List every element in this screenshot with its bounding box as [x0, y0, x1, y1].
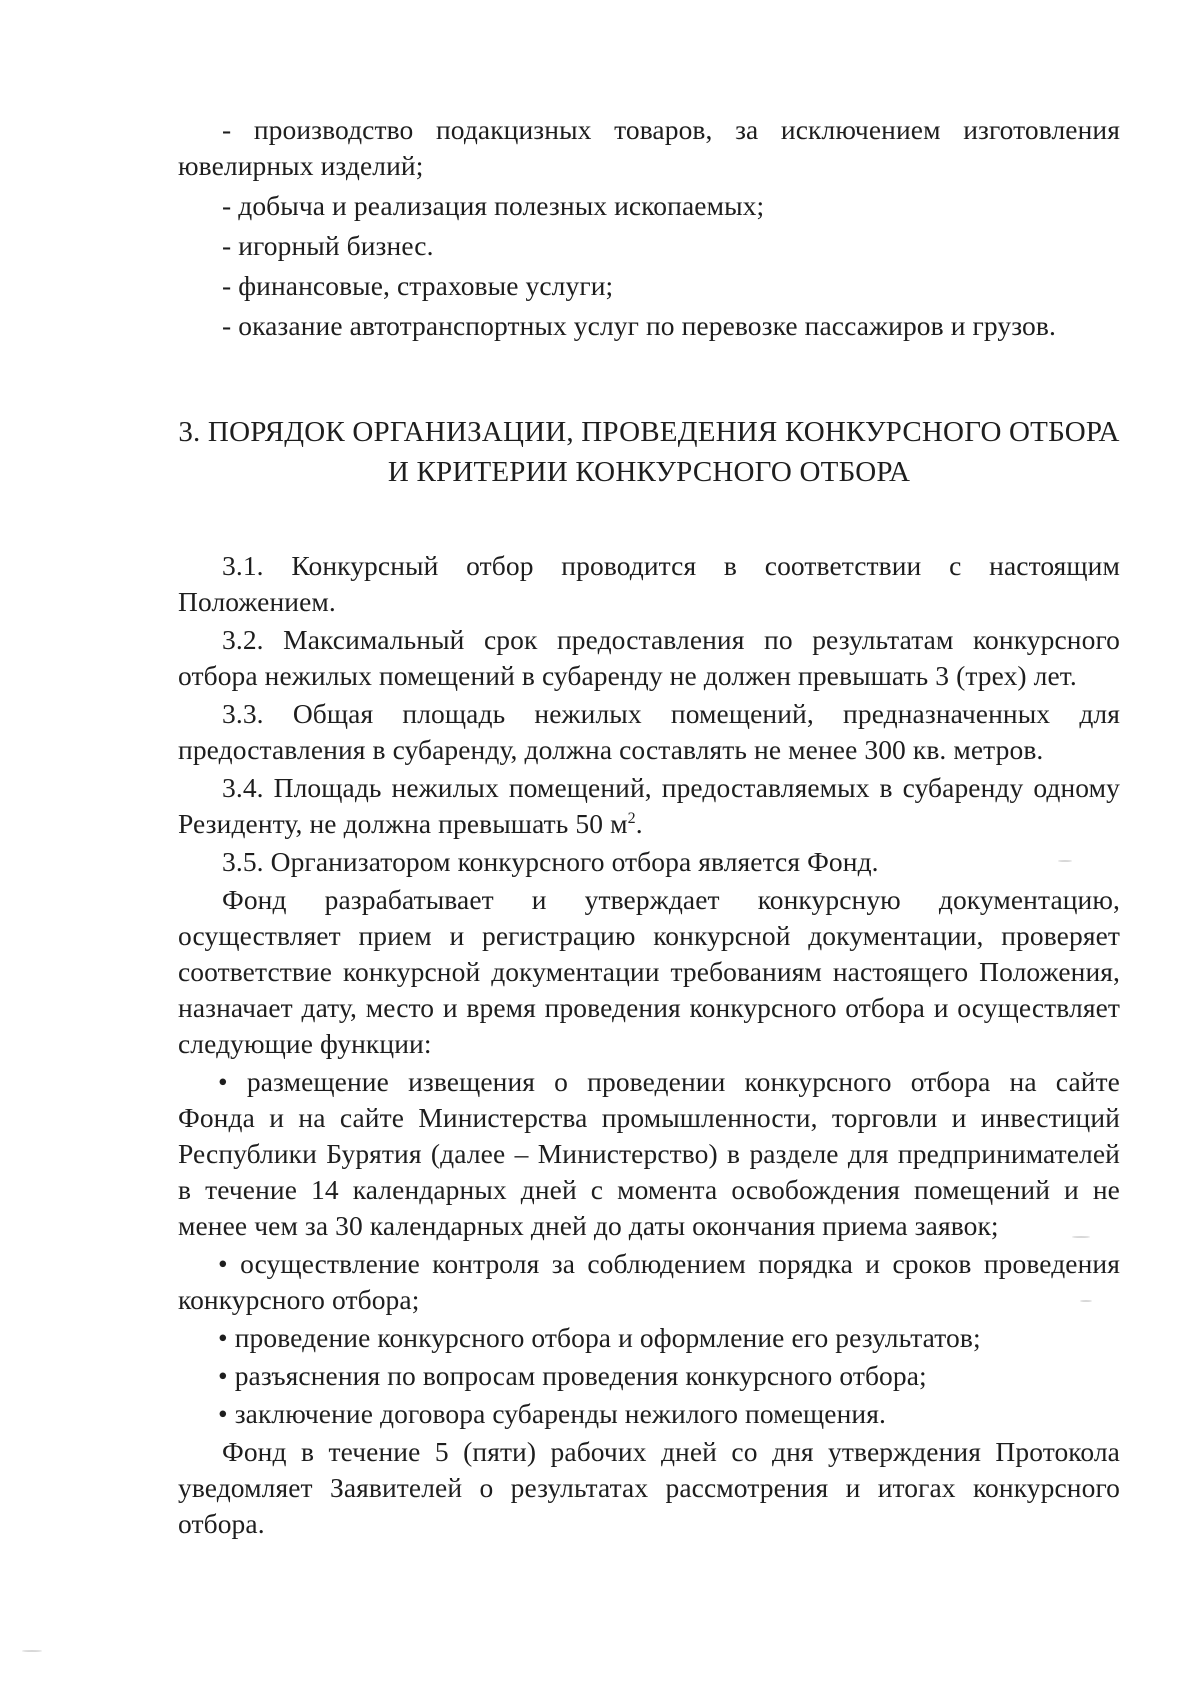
- paragraph-line: 3.5. Организатором конкурсного отбора является Фонд.: [222, 846, 879, 877]
- paragraph-line: Положением.: [178, 586, 336, 617]
- paragraph-line: • заключение договора субаренды нежилого помещения.: [218, 1398, 886, 1429]
- paragraph-line: конкурсного отбора;: [178, 1284, 420, 1315]
- paragraph-notification: [178, 1434, 1120, 1542]
- scan-artifact: [1072, 1236, 1090, 1238]
- paragraph-line: [178, 806, 1120, 842]
- paragraph-line: назначает дату, место и время проведения конкурсного отбора и осуществляет: [178, 992, 1120, 1023]
- bullet-item: [178, 1396, 1120, 1432]
- paragraph-line: 3.4. Площадь нежилых помещений, предоставляемых в субаренду одному: [222, 772, 1120, 803]
- paragraph-line: менее чем за 30 календарных дней до даты окончания приема заявок;: [178, 1210, 999, 1241]
- scan-artifact: [22, 1650, 42, 1652]
- superscript: 2: [627, 809, 636, 827]
- section-body: [178, 548, 1120, 1542]
- paragraph-3-2: [178, 622, 1120, 694]
- paragraph-line: Республики Бурятия (далее – Министерство) в разделе для предпринимателей: [178, 1138, 1120, 1169]
- scan-artifact: [1080, 1300, 1092, 1302]
- list-item: - оказание автотранспортных услуг по перевозке пассажиров и грузов.: [222, 310, 1056, 341]
- section-heading-line: И КРИТЕРИИ КОНКУРСНОГО ОТБОРА: [387, 456, 911, 488]
- paragraph-3-5: [178, 844, 1120, 880]
- paragraph-line: уведомляет Заявителей о результатах рассмотрения и итогах конкурсного: [178, 1472, 1120, 1503]
- paragraph-line: 3.1. Конкурсный отбор проводится в соответствии с настоящим: [222, 550, 1120, 581]
- bullet-item: [178, 1064, 1120, 1244]
- section-heading: [178, 412, 1120, 492]
- paragraph-fund-functions: [178, 882, 1120, 1062]
- bullet-item: [178, 1246, 1120, 1318]
- section-heading-line: 3. ПОРЯДОК ОРГАНИЗАЦИИ, ПРОВЕДЕНИЯ КОНКУРСНОГО ОТБОРА: [178, 416, 1120, 448]
- paragraph-line: • осуществление контроля за соблюдением порядка и сроков проведения: [218, 1248, 1120, 1279]
- paragraph-line: • разъяснения по вопросам проведения конкурсного отбора;: [218, 1360, 927, 1391]
- paragraph-text: .: [635, 808, 643, 839]
- paragraph-3-3: [178, 696, 1120, 768]
- list-item-continuation: ювелирных изделий;: [178, 150, 424, 181]
- bullet-item: [178, 1358, 1120, 1394]
- paragraph-3-1: [178, 548, 1120, 620]
- list-item: - игорный бизнес.: [222, 230, 434, 261]
- paragraph-line: отбора нежилых помещений в субаренду не должен превышать 3 (трех) лет.: [178, 660, 1077, 691]
- paragraph-line: соответствие конкурсной документации требованиям настоящего Положения,: [178, 956, 1120, 987]
- list-item: - добыча и реализация полезных ископаемых;: [222, 190, 765, 221]
- paragraph-line: 3.2. Максимальный срок предоставления по результатам конкурсного: [222, 624, 1120, 655]
- paragraph-line: отбора.: [178, 1508, 265, 1539]
- paragraph-line: • проведение конкурсного отбора и оформление его результатов;: [218, 1322, 981, 1353]
- paragraph-line: Фонд разрабатывает и утверждает конкурсную документацию,: [222, 884, 1120, 915]
- paragraph-line: Фонд в течение 5 (пяти) рабочих дней со дня утверждения Протокола: [222, 1436, 1120, 1467]
- paragraph-line: • размещение извещения о проведении конкурсного отбора на сайте: [218, 1066, 1120, 1097]
- paragraph-line: в течение 14 календарных дней с момента освобождения помещений и не: [178, 1174, 1120, 1205]
- paragraph-line: следующие функции:: [178, 1028, 432, 1059]
- paragraph-3-4: [178, 770, 1120, 842]
- paragraph-line: предоставления в субаренду, должна составлять не менее 300 кв. метров.: [178, 734, 1044, 765]
- list-item: - производство подакцизных товаров, за исключением изготовления: [222, 114, 1120, 145]
- excluded-activities-list: [178, 112, 1120, 344]
- paragraph-text: Резиденту, не должна превышать 50 м: [178, 808, 628, 839]
- bullet-item: [178, 1320, 1120, 1356]
- list-item: - финансовые, страховые услуги;: [222, 270, 614, 301]
- paragraph-line: Фонда и на сайте Министерства промышленности, торговли и инвестиций: [178, 1102, 1120, 1133]
- scan-artifact: [1058, 860, 1072, 862]
- paragraph-line: 3.3. Общая площадь нежилых помещений, предназначенных для: [222, 698, 1120, 729]
- paragraph-line: осуществляет прием и регистрацию конкурсной документации, проверяет: [178, 920, 1120, 951]
